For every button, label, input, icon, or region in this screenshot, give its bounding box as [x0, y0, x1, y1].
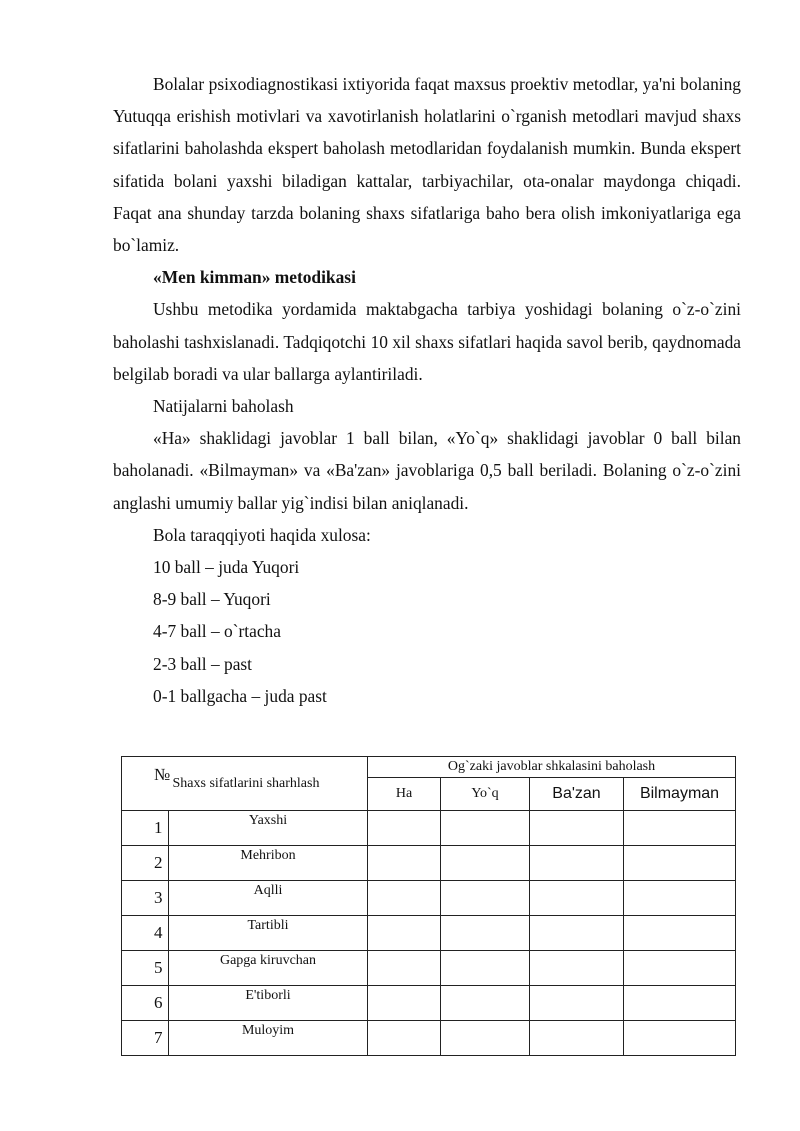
- level-item: 4-7 ball – o`rtacha: [153, 621, 281, 642]
- row-number: 3: [122, 881, 169, 916]
- row-number: 5: [122, 951, 169, 986]
- method-heading: «Men kimman» metodikasi: [153, 267, 356, 288]
- quality-name: E'tiborli: [169, 986, 368, 1021]
- answer-header-sometimes: Ba'zan: [530, 778, 624, 811]
- answer-cell: [530, 846, 624, 881]
- answer-cell: [624, 986, 736, 1021]
- answer-cell: [624, 881, 736, 916]
- table-row: [122, 986, 736, 1021]
- answer-cell: [368, 916, 441, 951]
- answer-cell: [624, 916, 736, 951]
- answer-cell: [530, 1021, 624, 1056]
- row-number: 6: [122, 986, 169, 1021]
- answer-header-yes: Ha: [368, 778, 441, 811]
- table-row: [122, 811, 736, 846]
- scoring-paragraph: «Ha» shaklidagi javoblar 1 ball bilan, «Yo`q» shaklidagi javoblar 0 ball bilan baholanadi. «Bilmayman» va «Ba'zan» javoblariga 0,5 ball beriladi. Bolaning o`z-o`zini anglashi umumiy ballar yig`indisi bilan aniqlanadi.: [113, 428, 741, 513]
- quality-name: Yaxshi: [169, 811, 368, 846]
- answer-cell: [441, 916, 530, 951]
- answer-cell: [368, 986, 441, 1021]
- row-number: 4: [122, 916, 169, 951]
- intro-paragraph: Bolalar psixodiagnostikasi ixtiyorida faqat maxsus proektiv metodlar, ya'ni bolaning Yutuqqa erishish motivlari va xavotirlanish holatlarini o`rganish metodlari mavjud shaxs sifatlarini baholashda ekspert baholash metodlaridan foydalanish mumkin. Bunda ekspert sifatida bolani yaxshi biladigan kattalar, tarbiyachilar, ota-onalar maydonga chiqadi. Faqat ana shunday tarzda bolaning shaxs sifatlariga baho bera olish imkoniyatlariga ega bo`lamiz.: [113, 74, 741, 256]
- answer-cell: [441, 951, 530, 986]
- answer-cell: [624, 846, 736, 881]
- answer-cell: [530, 881, 624, 916]
- table-row: [122, 916, 736, 951]
- table-row: [122, 1021, 736, 1056]
- quality-name: Mehribon: [169, 846, 368, 881]
- document-body: [113, 68, 741, 712]
- assessment-table: [121, 756, 736, 1056]
- answer-cell: [441, 881, 530, 916]
- answer-header-dont-know: Bilmayman: [624, 778, 736, 811]
- quality-header: Shaxs sifatlarini sharhlash: [169, 757, 368, 811]
- answer-cell: [368, 811, 441, 846]
- quality-name: Tartibli: [169, 916, 368, 951]
- answer-cell: [441, 846, 530, 881]
- answer-cell: [530, 811, 624, 846]
- answer-cell: [441, 1021, 530, 1056]
- table-row: [122, 951, 736, 986]
- quality-name: Gapga kiruvchan: [169, 951, 368, 986]
- level-item: 10 ball – juda Yuqori: [153, 557, 300, 578]
- answer-cell: [530, 951, 624, 986]
- answer-cell: [624, 1021, 736, 1056]
- answer-cell: [441, 811, 530, 846]
- level-item: 8-9 ball – Yuqori: [153, 589, 271, 610]
- answer-scale-header: Og`zaki javoblar shkalasini baholash: [368, 757, 736, 778]
- answer-header-no: Yo`q: [441, 778, 530, 811]
- row-number: 1: [122, 811, 169, 846]
- answer-cell: [368, 881, 441, 916]
- answer-cell: [624, 811, 736, 846]
- table-row: [122, 881, 736, 916]
- answer-cell: [368, 1021, 441, 1056]
- results-title: Natijalarni baholash: [153, 396, 294, 417]
- answer-cell: [624, 951, 736, 986]
- answer-cell: [368, 846, 441, 881]
- row-number: 7: [122, 1021, 169, 1056]
- answer-cell: [368, 951, 441, 986]
- quality-name: Muloyim: [169, 1021, 368, 1056]
- method-paragraph: Ushbu metodika yordamida maktabgacha tarbiya yoshidagi bolaning o`z-o`zini baholashi tashxislanadi. Tadqiqotchi 10 xil shaxs sifatlari haqida savol berib, qaydnomada belgilab boradi va ular ballarga aylantiriladi.: [113, 299, 741, 384]
- row-number: 2: [122, 846, 169, 881]
- conclusion-title: Bola taraqqiyoti haqida xulosa:: [153, 524, 371, 545]
- quality-name: Aqlli: [169, 881, 368, 916]
- level-item: 0-1 ballgacha – juda past: [153, 685, 327, 706]
- number-header: №: [122, 757, 169, 811]
- table-header-row: [122, 757, 736, 778]
- level-item: 2-3 ball – past: [153, 653, 253, 674]
- answer-cell: [530, 916, 624, 951]
- answer-cell: [441, 986, 530, 1021]
- table-row: [122, 846, 736, 881]
- answer-cell: [530, 986, 624, 1021]
